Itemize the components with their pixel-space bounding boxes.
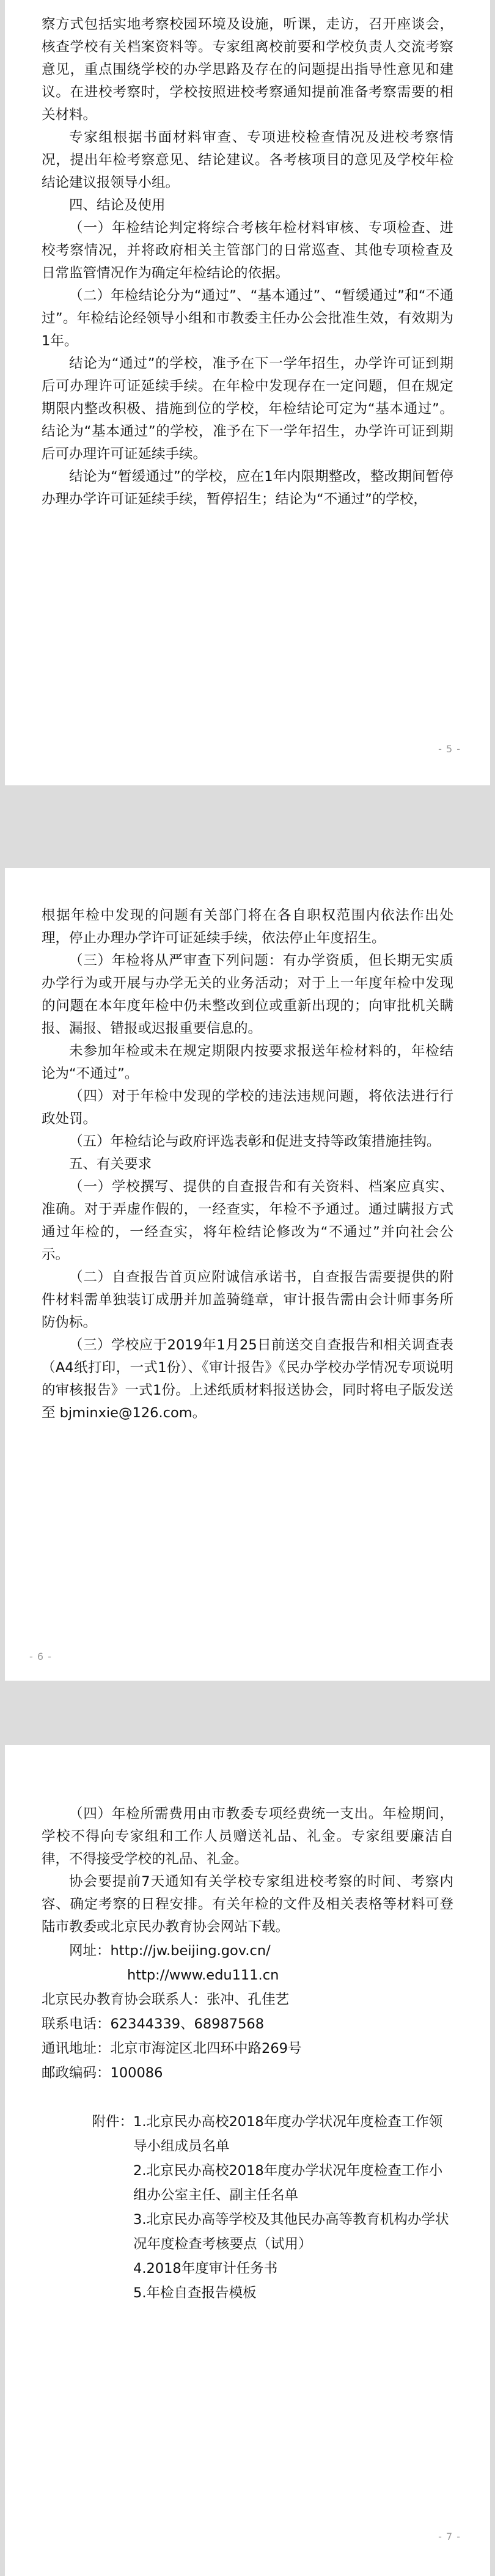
website-label: 网址： <box>69 1943 111 1959</box>
paragraph: （五）年检结论与政府评选表彰和促进支持等政策措施挂钩。 <box>69 1134 441 1150</box>
document-page-5 <box>5 0 490 785</box>
document-page-6 <box>5 868 490 1681</box>
attachment-item <box>42 2256 453 2281</box>
paragraph: 结论为“暂缓通过”的学校，应在1年内限期整改，整改期间暂停办理办学许可证延续手续，暂停招生；结论为“不通过”的学校， <box>42 469 453 507</box>
postcode: 邮政编码：100086 <box>42 2065 163 2081</box>
attachment-item <box>42 2159 453 2207</box>
paragraph: 根据年检中发现的问题有关部门将在各自职权范围内依法作出处理，停止办理办学许可证延续手续，依法停止年度招生。 <box>42 908 453 946</box>
paragraph: （四）年检所需费用由市教委专项经费统一支出。年检期间，学校不得向专家组和工作人员赠送礼品、礼金。专家组要廉洁自律，不得接受学校的礼品、礼金。 <box>42 1806 453 1867</box>
document-page-7 <box>5 1745 490 2576</box>
paragraph: 结论为“通过”的学校，准予在下一学年招生，办学许可证到期后可办理许可证延续手续。在年检中发现存在一定问题，但在规定期限内整改积极、措施到位的学校，年检结论可定为“基本通过”。结论为“基本通过”的学校，准予在下一学年招生，办学许可证到期后可办理许可证延续手续。 <box>42 356 453 462</box>
address: 通讯地址：北京市海淀区北四环中路269号 <box>42 2041 302 2057</box>
page-number: - 5 - <box>438 743 461 755</box>
phone: 联系电话：62344339、68987568 <box>42 2016 265 2032</box>
paragraph: （四）对于年检中发现的学校的违法违规问题，将依法进行行政处罚。 <box>42 1088 453 1127</box>
attachment-item <box>42 2281 453 2305</box>
paragraph: （三）年检将从严审查下列问题：有办学资质，但长期无实质办学行为或开展与办学无关的业务活动；对于上一年度年检中发现的问题在本年度年检中仍未整改到位或重新出现的；向审批机关瞒报、漏报、错报或迟报重要信息的。 <box>42 953 453 1037</box>
paragraph: （一）年检结论判定将综合考核年检材料审核、专项检查、进校考察情况，并将政府相关主管部门的日常巡查、其他专项检查及日常监管情况作为确定年检结论的依据。 <box>42 220 453 281</box>
attachment-text: 4.2018年度审计任务书 <box>133 2261 278 2277</box>
paragraph: （三）学校应于2019年1月25日前送交自查报告和相关调查表（A4纸打印，一式1份）、《审计报告》《民办学校办学情况专项说明的审核报告》一式1份。上述纸质材料报送协会，同时将电子版发送至 bjminxie@126.com。 <box>42 1337 453 1421</box>
paragraph: （一）学校撰写、提供的自查报告和有关资料、档案应真实、准确。对于弄虚作假的，一经查实，年检不予通过。通过瞒报方式通过年检的，一经查实，将年检结论修改为“不通过”并向社会公示。 <box>42 1179 453 1263</box>
contact-people: 北京民办教育协会联系人：张冲、孔佳艺 <box>42 1992 290 2008</box>
attachment-text: 1.北京民办高校2018年度办学状况年度检查工作领导小组成员名单 <box>133 2114 443 2154</box>
section-heading: 四、结论及使用 <box>69 197 166 213</box>
paragraph: 专家组根据书面材料审查、专项进校检查情况及进校考察情况，提出年检考察意见、结论建议。各考核项目的意见及学校年检结论建议报领导小组。 <box>42 130 453 191</box>
paragraph: 察方式包括实地考察校园环境及设施，听课，走访，召开座谈会，核查学校有关档案资料等。专家组离校前要和学校负责人交流考察意见，重点围绕学校的办学思路及存在的问题提出指导性意见和建议。在进校考察时，学校按照进校考察通知提前准备考察需要的相关材料。 <box>42 17 453 123</box>
attachment-text: 2.北京民办高校2018年度办学状况年度检查工作小组办公室主任、副主任名单 <box>133 2163 443 2203</box>
section-heading: 五、有关要求 <box>69 1156 152 1172</box>
page-number: - 6 - <box>29 1651 52 1662</box>
attachment-item <box>42 2207 453 2256</box>
attachment-text: 5.年检自查报告模板 <box>133 2285 257 2301</box>
paragraph: （二）自查报告首页应附诚信承诺书，自查报告需要提供的附件材料需单独装订成册并加盖骑缝章，审计报告需由会计师事务所防伪标。 <box>42 1269 453 1330</box>
attachment-item <box>42 2110 453 2159</box>
website-link[interactable]: http://www.edu111.cn <box>127 1967 279 1983</box>
paragraph: 未参加年检或未在规定期限内按要求报送年检材料的，年检结论为“不通过”。 <box>42 1043 453 1082</box>
contact-block <box>42 1939 453 2085</box>
paragraph: （二）年检结论分为“通过”、“基本通过”、“暂缓通过”和“不通过”。年检结论经领导小组和市教委主任办公会批准生效，有效期为1年。 <box>42 288 453 349</box>
attachments-label: 附件： <box>92 2114 133 2130</box>
website-line <box>42 1939 453 1963</box>
attachment-text: 3.北京民办高等学校及其他民办高等教育机构办学状况年度检查考核要点（试用） <box>133 2212 449 2252</box>
paragraph: 协会要提前7天通知有关学校专家组进校考察的时间、考察内容、确定考察的日程安排。有关年检的文件及相关表格等材料可登陆市教委或北京民办教育协会网站下载。 <box>42 1874 453 1935</box>
website-link[interactable]: http://jw.beijing.gov.cn/ <box>110 1943 271 1959</box>
page-number: - 7 - <box>438 2531 461 2542</box>
